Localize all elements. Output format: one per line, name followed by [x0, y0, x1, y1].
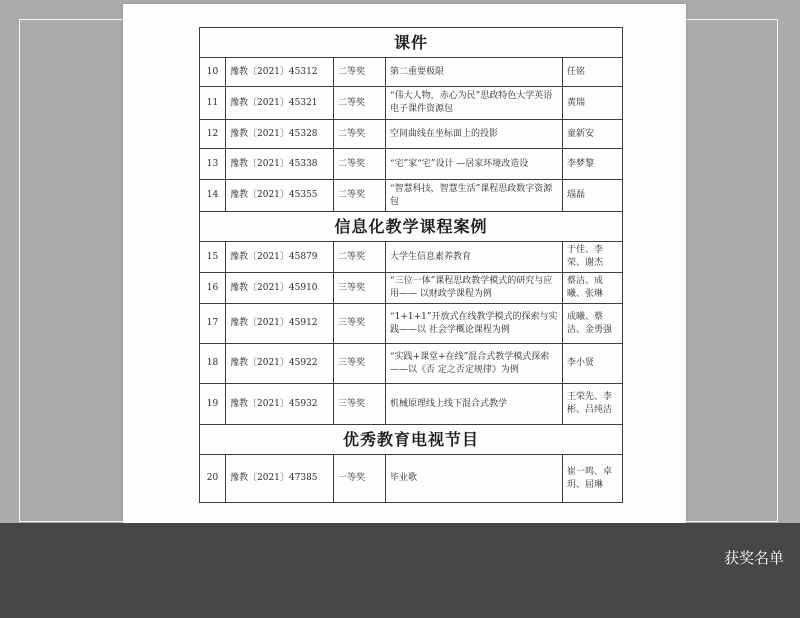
- row-number-cell: 15: [200, 242, 226, 273]
- document-number-cell: 豫教〔2021〕45321: [226, 87, 334, 120]
- row-number-cell: 16: [200, 273, 226, 304]
- award-level-cell: 二等奖: [334, 120, 386, 149]
- section-header-row: [200, 212, 623, 242]
- award-level-cell: 一等奖: [334, 455, 386, 503]
- authors-cell: 蔡洁、成曦、张琳: [563, 273, 623, 304]
- project-name-cell: “1+1+1”开放式在线教学模式的探索与实践——以 社会学概论课程为例: [386, 304, 563, 344]
- section-header-row: [200, 28, 623, 58]
- project-name-cell: “智慧科技，智慧生活”课程思政数字资源包: [386, 180, 563, 212]
- section-title: 信息化教学课程案例: [200, 212, 623, 242]
- document-number-cell: 豫教〔2021〕45912: [226, 304, 334, 344]
- row-number-cell: 19: [200, 384, 226, 425]
- project-name-cell: “宅”家“宅”设计 —居家环境改造设: [386, 149, 563, 180]
- award-level-cell: 三等奖: [334, 384, 386, 425]
- project-name-cell: 第二重要极限: [386, 58, 563, 87]
- caption-bar: [0, 523, 800, 618]
- row-number-cell: 10: [200, 58, 226, 87]
- table-row: [200, 304, 623, 344]
- table-row: [200, 242, 623, 273]
- row-number-cell: 20: [200, 455, 226, 503]
- award-level-cell: 二等奖: [334, 58, 386, 87]
- authors-cell: 黄瑞: [563, 87, 623, 120]
- document-number-cell: 豫教〔2021〕45932: [226, 384, 334, 425]
- project-name-cell: 大学生信息素养教育: [386, 242, 563, 273]
- project-name-cell: 毕业歌: [386, 455, 563, 503]
- table-row: [200, 455, 623, 503]
- award-level-cell: 三等奖: [334, 304, 386, 344]
- row-number-cell: 14: [200, 180, 226, 212]
- section-header-row: [200, 425, 623, 455]
- row-number-cell: 12: [200, 120, 226, 149]
- award-level-cell: 二等奖: [334, 180, 386, 212]
- document-page: [123, 4, 686, 523]
- document-number-cell: 豫教〔2021〕47385: [226, 455, 334, 503]
- authors-cell: 崔一鸣、卓玥、屈琳: [563, 455, 623, 503]
- authors-cell: 成曦、蔡洁、金勇强: [563, 304, 623, 344]
- document-number-cell: 豫教〔2021〕45879: [226, 242, 334, 273]
- award-level-cell: 二等奖: [334, 149, 386, 180]
- project-name-cell: “实践+课堂+在线”混合式教学模式探索——以《否 定之否定规律》为例: [386, 344, 563, 384]
- table-row: [200, 384, 623, 425]
- document-number-cell: 豫教〔2021〕45328: [226, 120, 334, 149]
- table-row: [200, 87, 623, 120]
- project-name-cell: 机械原理线上线下混合式教学: [386, 384, 563, 425]
- row-number-cell: 17: [200, 304, 226, 344]
- authors-cell: 童新安: [563, 120, 623, 149]
- project-name-cell: 空间曲线在坐标面上的投影: [386, 120, 563, 149]
- row-number-cell: 18: [200, 344, 226, 384]
- authors-cell: 李小贤: [563, 344, 623, 384]
- award-level-cell: 三等奖: [334, 273, 386, 304]
- section-title: 课件: [200, 28, 623, 58]
- authors-cell: 瑙磊: [563, 180, 623, 212]
- image-caption: 获奖名单: [723, 549, 784, 567]
- award-table: [199, 27, 623, 503]
- project-name-cell: “三位一体”课程思政教学模式的研究与应用—— 以财政学课程为例: [386, 273, 563, 304]
- authors-cell: 王荣先、李彬、吕纯洁: [563, 384, 623, 425]
- table-row: [200, 149, 623, 180]
- authors-cell: 李梦黎: [563, 149, 623, 180]
- authors-cell: 任铭: [563, 58, 623, 87]
- award-level-cell: 二等奖: [334, 242, 386, 273]
- document-number-cell: 豫教〔2021〕45312: [226, 58, 334, 87]
- row-number-cell: 11: [200, 87, 226, 120]
- row-number-cell: 13: [200, 149, 226, 180]
- document-number-cell: 豫教〔2021〕45355: [226, 180, 334, 212]
- table-row: [200, 58, 623, 87]
- authors-cell: 于佳、李荣、谢杰: [563, 242, 623, 273]
- project-name-cell: “伟大人物，赤心为民”思政特色大学英语电子课件资源包: [386, 87, 563, 120]
- table-row: [200, 180, 623, 212]
- document-number-cell: 豫教〔2021〕45910: [226, 273, 334, 304]
- table-row: [200, 273, 623, 304]
- document-number-cell: 豫教〔2021〕45338: [226, 149, 334, 180]
- award-level-cell: 三等奖: [334, 344, 386, 384]
- table-row: [200, 120, 623, 149]
- award-level-cell: 二等奖: [334, 87, 386, 120]
- section-title: 优秀教育电视节目: [200, 425, 623, 455]
- document-number-cell: 豫教〔2021〕45922: [226, 344, 334, 384]
- table-row: [200, 344, 623, 384]
